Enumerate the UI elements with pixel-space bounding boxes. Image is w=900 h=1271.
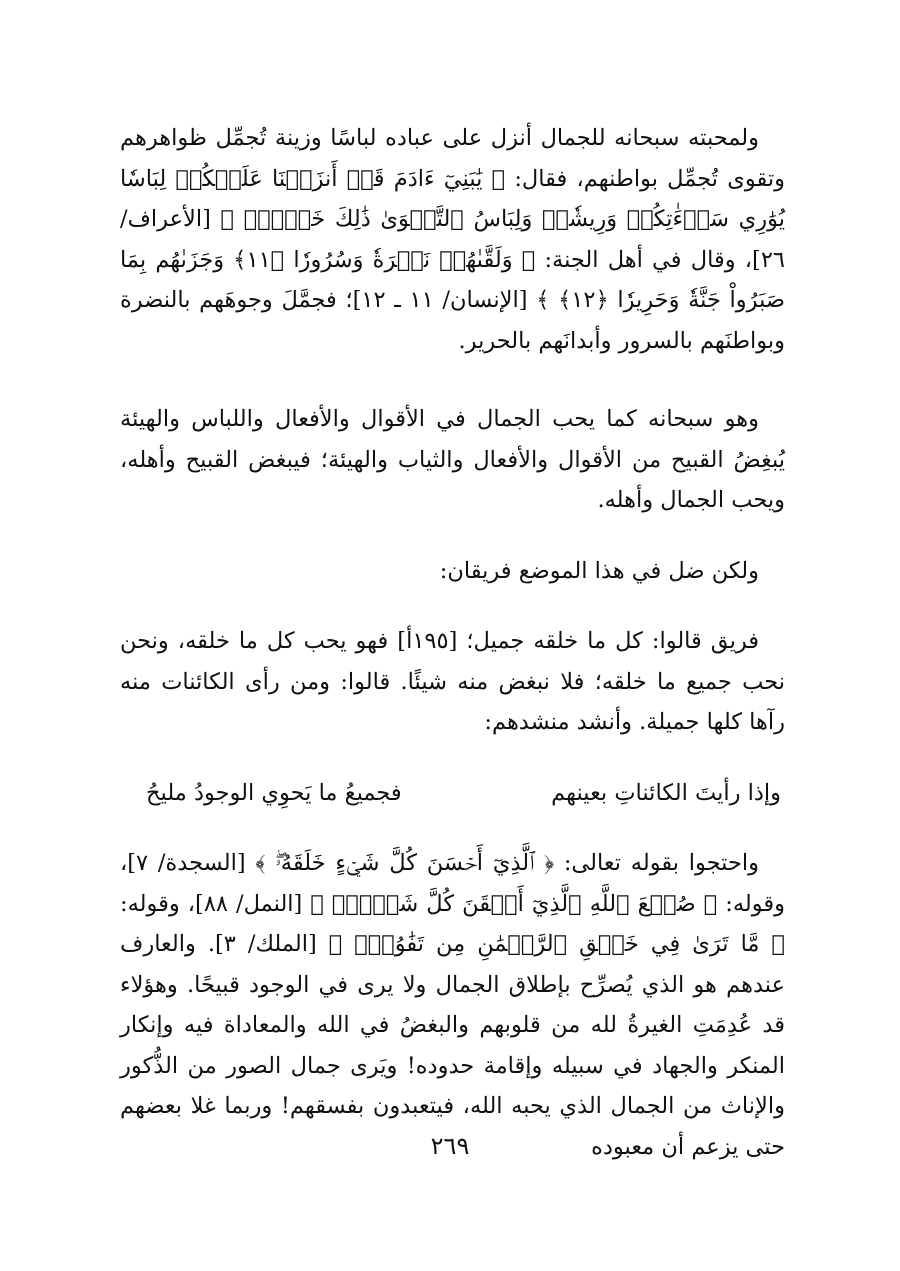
verse-second-hemistich: فجميعُ ما يَحوِي الوجودُ مليحُ (146, 779, 402, 806)
paragraph-love-and-hate: وهو سبحانه كما يحب الجمال في الأقوال والأفعال واللباس والهيئة يُبغِضُ القبيح من الأقوال والأفعال والثياب والهيئة؛ فيبغض القبيح وأهله، ويحب الجمال وأهله. (120, 406, 785, 513)
verse-first-hemistich: وإذا رأيتَ الكائناتِ بعينهم (551, 779, 781, 806)
paragraph-their-argument: واحتجوا بقوله تعالى: ﴿ ٱلَّذِيٓ أَحۡسَنَ كُلَّ شَيۡءٍ خَلَقَهُۥۖ ﴾ [السجدة/ ٧]، وقوله: ﴿ صُنۡعَ ٱللَّهِ ٱلَّذِيٓ أَتۡقَنَ كُلَّ شَيۡءٍۚ ﴾ [النمل/ ٨٨]، وقوله: ﴿ مَّا تَرَىٰ فِي خَلۡقِ ٱلرَّحۡمَٰنِ مِن تَفَٰوُتٖۖ ﴾ [الملك/ ٣]. والعارف عندهم هو الذي يُصرِّح بإطلاق الجمال ولا يرى في الوجود قبيحًا. وهؤلاء قد عُدِمَتِ الغيرةُ لله من قلوبهم والبغضُ في الله والمعاداة فيه وإنكار المنكر والجهاد في سبيله وإقامة حدوده! ويَرى جمال الصور من الذُّكور والإناث من الجمال الذي يحبه الله، فيتعبدون بفسقهم! وربما غلا بعضهم حتى يزعم أن معبوده (120, 850, 786, 1160)
paragraph-first-group: فريق قالوا: كل ما خلقه جميل؛ [١٩٥أ] فهو يحب كل ما خلقه، ونحن نحب جميع ما خلقه؛ فلا نبغض منه شيئًا. قالوا: ومن رأى الكائنات منه رآها كلها جميلة. وأنشد منشدهم: (120, 628, 785, 735)
page-body (120, 118, 785, 1167)
page-number: ٢٦٩ (430, 1132, 470, 1160)
paragraph-beauty-clothing: ولمحبته سبحانه للجمال أنزل على عباده لباسًا وزينة تُجمِّل ظواهرهم وتقوى تُجمِّل بواطنهم، فقال: ﴿ يَٰبَنِيٓ ءَادَمَ قَدۡ أَنزَلۡنَا عَلَيۡكُمۡ لِبَاسٗا يُوَٰرِي سَوۡءَٰتِكُمۡ وَرِيشٗاۖ وَلِبَاسُ ٱلتَّقۡوَىٰ ذَٰلِكَ خَيۡرٞۚ ﴾ [الأعراف/ ٢٦]، وقال في أهل الجنة: ﴿ وَلَقَّىٰهُمۡ نَضۡرَةٗ وَسُرُورٗا ﴿١١﴾ وَجَزَىٰهُم بِمَا صَبَرُواْ جَنَّةٗ وَحَرِيرٗا ﴿١٢﴾ ﴾ [الإنسان/ ١١ ـ ١٢]؛ فجمَّلَ وجوهَهم بالنضرة وبواطنَهم بالسرور وأبدانَهم بالحرير. (120, 125, 785, 354)
poetry-verse (120, 773, 785, 814)
paragraph-two-groups: ولكن ضل في هذا الموضع فريقان: (439, 557, 759, 584)
